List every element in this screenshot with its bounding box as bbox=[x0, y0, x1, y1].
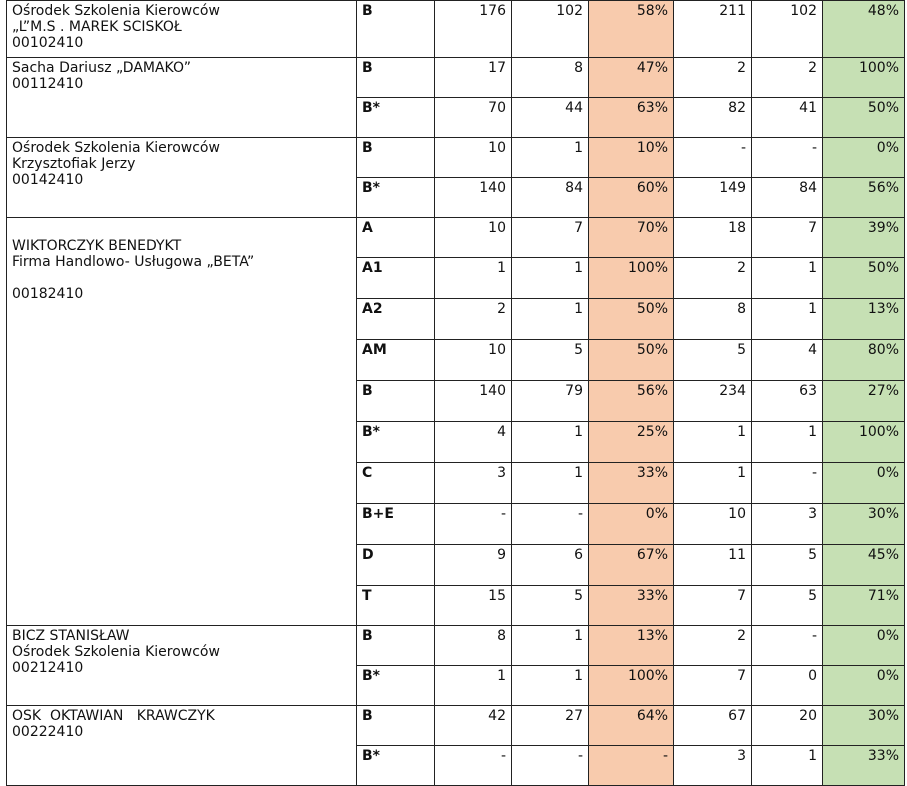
theory-attempts: 1 bbox=[435, 666, 512, 706]
table-row bbox=[7, 58, 905, 98]
theory-attempts: 2 bbox=[435, 299, 512, 340]
practice-pass-rate: 100% bbox=[823, 422, 905, 463]
school-info bbox=[7, 1, 357, 58]
theory-passed: 1 bbox=[512, 463, 589, 504]
school-name-line: WIKTORCZYK BENEDYKT bbox=[12, 238, 182, 254]
theory-passed: - bbox=[512, 746, 589, 786]
practice-attempts: 67 bbox=[674, 706, 752, 746]
theory-attempts: 15 bbox=[435, 586, 512, 626]
practice-passed: 1 bbox=[752, 422, 823, 463]
theory-attempts: 140 bbox=[435, 381, 512, 422]
school-name-line: BICZ STANISŁAW bbox=[12, 628, 130, 644]
theory-passed: 1 bbox=[512, 626, 589, 666]
practice-attempts: 1 bbox=[674, 422, 752, 463]
theory-pass-rate: 13% bbox=[589, 626, 674, 666]
school-info bbox=[7, 706, 357, 786]
practice-attempts: 18 bbox=[674, 218, 752, 258]
practice-pass-rate: 30% bbox=[823, 706, 905, 746]
practice-passed: 63 bbox=[752, 381, 823, 422]
practice-passed: 4 bbox=[752, 340, 823, 381]
school-name-line: Krzysztofiak Jerzy bbox=[12, 156, 136, 172]
table-row bbox=[7, 218, 905, 258]
license-category: B* bbox=[357, 178, 435, 218]
theory-attempts: - bbox=[435, 746, 512, 786]
school-code: 00112410 bbox=[12, 76, 84, 92]
theory-passed: 7 bbox=[512, 218, 589, 258]
school-name-line: Firma Handlowo- Usługowa „BETA” bbox=[12, 254, 255, 270]
license-category: B* bbox=[357, 422, 435, 463]
practice-attempts: 234 bbox=[674, 381, 752, 422]
license-category: A1 bbox=[357, 258, 435, 299]
theory-passed: - bbox=[512, 504, 589, 545]
practice-passed: 3 bbox=[752, 504, 823, 545]
license-category: B* bbox=[357, 666, 435, 706]
theory-attempts: 9 bbox=[435, 545, 512, 586]
license-category: B bbox=[357, 381, 435, 422]
school-info bbox=[7, 138, 357, 218]
practice-attempts: 7 bbox=[674, 586, 752, 626]
practice-attempts: 2 bbox=[674, 626, 752, 666]
theory-passed: 84 bbox=[512, 178, 589, 218]
license-category: B bbox=[357, 626, 435, 666]
theory-passed: 6 bbox=[512, 545, 589, 586]
practice-pass-rate: 39% bbox=[823, 218, 905, 258]
theory-attempts: 140 bbox=[435, 178, 512, 218]
practice-pass-rate: 13% bbox=[823, 299, 905, 340]
theory-pass-rate: 100% bbox=[589, 258, 674, 299]
theory-pass-rate: 58% bbox=[589, 1, 674, 58]
school-code: 00182410 bbox=[12, 286, 84, 302]
practice-pass-rate: 0% bbox=[823, 666, 905, 706]
theory-passed: 27 bbox=[512, 706, 589, 746]
theory-pass-rate: 33% bbox=[589, 586, 674, 626]
practice-passed: - bbox=[752, 626, 823, 666]
license-category: B bbox=[357, 1, 435, 58]
theory-pass-rate: - bbox=[589, 746, 674, 786]
practice-attempts: 8 bbox=[674, 299, 752, 340]
theory-attempts: 1 bbox=[435, 258, 512, 299]
theory-passed: 102 bbox=[512, 1, 589, 58]
practice-attempts: 7 bbox=[674, 666, 752, 706]
theory-pass-rate: 50% bbox=[589, 340, 674, 381]
theory-pass-rate: 50% bbox=[589, 299, 674, 340]
theory-attempts: 4 bbox=[435, 422, 512, 463]
theory-attempts: 176 bbox=[435, 1, 512, 58]
theory-passed: 5 bbox=[512, 586, 589, 626]
practice-attempts: 82 bbox=[674, 98, 752, 138]
theory-attempts: 10 bbox=[435, 138, 512, 178]
practice-passed: 20 bbox=[752, 706, 823, 746]
license-category: T bbox=[357, 586, 435, 626]
theory-passed: 79 bbox=[512, 381, 589, 422]
theory-pass-rate: 33% bbox=[589, 463, 674, 504]
practice-attempts: - bbox=[674, 138, 752, 178]
practice-pass-rate: 0% bbox=[823, 463, 905, 504]
theory-attempts: 10 bbox=[435, 340, 512, 381]
theory-attempts: 42 bbox=[435, 706, 512, 746]
school-info bbox=[7, 58, 357, 138]
license-category: D bbox=[357, 545, 435, 586]
school-name-line: Ośrodek Szkolenia Kierowców bbox=[12, 140, 220, 156]
practice-pass-rate: 50% bbox=[823, 98, 905, 138]
license-category: A bbox=[357, 218, 435, 258]
practice-passed: 2 bbox=[752, 58, 823, 98]
theory-pass-rate: 10% bbox=[589, 138, 674, 178]
table-row bbox=[7, 626, 905, 666]
theory-pass-rate: 56% bbox=[589, 381, 674, 422]
theory-passed: 1 bbox=[512, 666, 589, 706]
theory-pass-rate: 100% bbox=[589, 666, 674, 706]
practice-pass-rate: 30% bbox=[823, 504, 905, 545]
practice-pass-rate: 80% bbox=[823, 340, 905, 381]
theory-passed: 1 bbox=[512, 138, 589, 178]
practice-pass-rate: 0% bbox=[823, 138, 905, 178]
practice-attempts: 11 bbox=[674, 545, 752, 586]
practice-passed: 5 bbox=[752, 586, 823, 626]
theory-passed: 1 bbox=[512, 258, 589, 299]
practice-passed: 0 bbox=[752, 666, 823, 706]
license-category: B+E bbox=[357, 504, 435, 545]
practice-attempts: 10 bbox=[674, 504, 752, 545]
theory-passed: 5 bbox=[512, 340, 589, 381]
practice-attempts: 149 bbox=[674, 178, 752, 218]
theory-pass-rate: 0% bbox=[589, 504, 674, 545]
practice-attempts: 2 bbox=[674, 258, 752, 299]
table-row bbox=[7, 138, 905, 178]
license-category: A2 bbox=[357, 299, 435, 340]
practice-passed: 1 bbox=[752, 746, 823, 786]
theory-attempts: 3 bbox=[435, 463, 512, 504]
theory-pass-rate: 67% bbox=[589, 545, 674, 586]
practice-attempts: 2 bbox=[674, 58, 752, 98]
practice-attempts: 3 bbox=[674, 746, 752, 786]
practice-passed: - bbox=[752, 463, 823, 504]
spacer bbox=[12, 270, 351, 286]
school-name-line: „L”M.S . MAREK SCISKOŁ bbox=[12, 19, 182, 35]
practice-passed: 41 bbox=[752, 98, 823, 138]
practice-passed: 7 bbox=[752, 218, 823, 258]
theory-pass-rate: 63% bbox=[589, 98, 674, 138]
theory-pass-rate: 25% bbox=[589, 422, 674, 463]
table-row bbox=[7, 1, 905, 58]
practice-pass-rate: 56% bbox=[823, 178, 905, 218]
practice-attempts: 5 bbox=[674, 340, 752, 381]
practice-pass-rate: 48% bbox=[823, 1, 905, 58]
practice-attempts: 211 bbox=[674, 1, 752, 58]
practice-attempts: 1 bbox=[674, 463, 752, 504]
practice-passed: 1 bbox=[752, 258, 823, 299]
school-name-line: Ośrodek Szkolenia Kierowców bbox=[12, 644, 220, 660]
practice-passed: - bbox=[752, 138, 823, 178]
practice-pass-rate: 33% bbox=[823, 746, 905, 786]
school-code: 00142410 bbox=[12, 172, 84, 188]
license-category: AM bbox=[357, 340, 435, 381]
license-category: B bbox=[357, 706, 435, 746]
theory-attempts: 8 bbox=[435, 626, 512, 666]
practice-pass-rate: 71% bbox=[823, 586, 905, 626]
school-code: 00102410 bbox=[12, 35, 84, 51]
theory-pass-rate: 70% bbox=[589, 218, 674, 258]
license-category: B bbox=[357, 58, 435, 98]
practice-pass-rate: 45% bbox=[823, 545, 905, 586]
license-category: C bbox=[357, 463, 435, 504]
practice-pass-rate: 50% bbox=[823, 258, 905, 299]
practice-passed: 1 bbox=[752, 299, 823, 340]
school-name-line: OSK OKTAWIAN KRAWCZYK bbox=[12, 708, 215, 724]
theory-passed: 1 bbox=[512, 422, 589, 463]
license-category: B* bbox=[357, 98, 435, 138]
theory-pass-rate: 60% bbox=[589, 178, 674, 218]
practice-passed: 102 bbox=[752, 1, 823, 58]
theory-passed: 44 bbox=[512, 98, 589, 138]
school-info bbox=[7, 626, 357, 706]
practice-passed: 84 bbox=[752, 178, 823, 218]
theory-passed: 8 bbox=[512, 58, 589, 98]
school-name-line: Sacha Dariusz „DAMAKO” bbox=[12, 60, 191, 76]
theory-pass-rate: 64% bbox=[589, 706, 674, 746]
theory-attempts: 10 bbox=[435, 218, 512, 258]
theory-attempts: 17 bbox=[435, 58, 512, 98]
practice-pass-rate: 100% bbox=[823, 58, 905, 98]
theory-passed: 1 bbox=[512, 299, 589, 340]
practice-pass-rate: 27% bbox=[823, 381, 905, 422]
theory-pass-rate: 47% bbox=[589, 58, 674, 98]
table-row bbox=[7, 706, 905, 746]
license-category: B* bbox=[357, 746, 435, 786]
exam-results-table bbox=[6, 0, 905, 786]
school-name-line: Ośrodek Szkolenia Kierowców bbox=[12, 3, 220, 19]
theory-attempts: - bbox=[435, 504, 512, 545]
school-code: 00212410 bbox=[12, 660, 84, 676]
practice-passed: 5 bbox=[752, 545, 823, 586]
theory-attempts: 70 bbox=[435, 98, 512, 138]
school-info bbox=[7, 218, 357, 626]
practice-pass-rate: 0% bbox=[823, 626, 905, 666]
license-category: B bbox=[357, 138, 435, 178]
school-code: 00222410 bbox=[12, 724, 84, 740]
